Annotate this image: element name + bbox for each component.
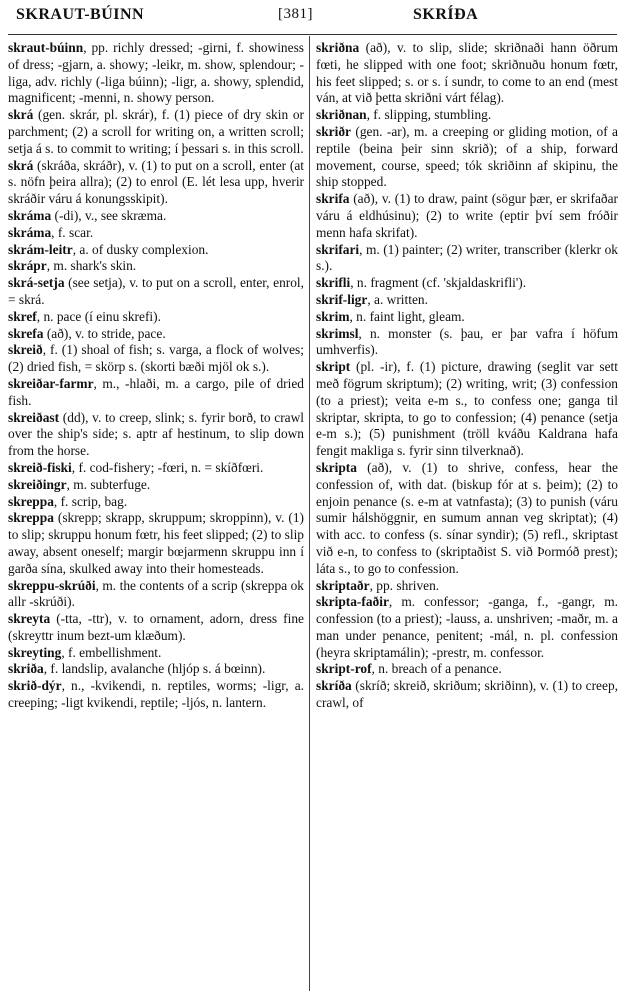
headword: skráma (8, 224, 52, 240)
headword: skrifli (316, 275, 351, 291)
dictionary-entry: skripta-faðir, m. confessor; -ganga, f., -gangr, m. confession (to a priest); -lauss, a. unshriven; -maðr, m. a man under penance, penitent; -mál, n. pl. confession (heyra skriptamálin); -prestr, m. confessor. (316, 594, 618, 660)
headword: skripta-faðir (316, 594, 389, 610)
headword: skrám-leitr (8, 241, 73, 257)
headword: skrá (8, 107, 34, 123)
header-rule (8, 34, 617, 35)
header-right-word: SKRÍÐA (413, 6, 479, 23)
dictionary-entry: skreiðingr, m. subterfuge. (8, 476, 151, 492)
dictionary-entry: skript-rof, n. breach of a penance. (316, 661, 502, 677)
page-header (8, 6, 617, 32)
headword: skrifari (316, 241, 360, 257)
dictionary-entry: skript (pl. -ir), f. (1) picture, drawing (seglit var sett með fögrum skriptum); (2) writing, writ; (3) confession (to a priest); veita e-m s., to confess one; ganga til skriptar, skripta, to go to confession; (4) penance (setja e-m s.); (5) punishment (tröll kváðu Kaldrana hafa fengit makliga s. fyrir sinn tilverknað). (316, 359, 618, 459)
headword: skreiðast (8, 409, 60, 425)
dictionary-entry: skreyta (-tta, -ttr), v. to ornament, adorn, dress fine (skreyttr inum bezt-um klæðum). (8, 611, 304, 643)
dictionary-entry: skrifa (að), v. (1) to draw, paint (sögur þær, er skrifaðar váru á eldhúsinu); (2) to write (eptir því sem fróðir menn hafa skrifat). (316, 191, 618, 240)
headword: skreiðar-farmr (8, 375, 94, 391)
dictionary-entry: skrá (gen. skrár, pl. skrár), f. (1) piece of dry skin or parchment; (2) a scroll for writing on, a written scroll; setja á s. to commit to writing; í þessari s. in this scroll. (8, 107, 304, 156)
dictionary-entry: skreppa (skrepp; skrapp, skruppum; skroppinn), v. (1) to slip; skruppu honum fœtr, his feet slipped; (2) to slip away, absent oneself; margir bœjarmenn skruppu inn í garða sína, skulked away into their homesteads. (8, 510, 304, 576)
dictionary-entry: skreppu-skrúði, m. the contents of a scrip (skreppa ok allr -skrúði). (8, 577, 304, 610)
headword: skrápr (8, 258, 47, 274)
dictionary-entry: skriðnan, f. slipping, stumbling. (316, 107, 492, 123)
dictionary-entry: skripta (að), v. (1) to shrive, confess, hear the confession of, with dat. (biskup fór at s. þeim); (2) to enjoin penance (s. e-m at vatnfasta); (3) to punish (váru sumir hálshöggnir, en sumum annan veg skriptat); (4) with acc. to confess (s. sínar syndir); (5) refl., skriptast við e-n, to confess to (skriptaðist S. við Þormóð prest); láta s., to go to confession. (316, 459, 618, 576)
headword: skríða (316, 678, 352, 694)
dictionary-entry: skreiðast (dd), v. to creep, slink; s. fyrir borð, to crawl over the ship's side; s. aptr af hestinum, to slip down from the horse. (8, 409, 304, 459)
headword: skript-rof (316, 661, 372, 677)
headword: skrifa (316, 191, 350, 207)
headword: skriðnan (316, 107, 367, 123)
dictionary-entry: skriðna (að), v. to slip, slide; skriðnaði hann öðrum fœti, he slipped with one foot; skriðnuðu honum fœtr, his feet slipped; s. or s. í sundr, to come to an end (mest ván, at við þetta skriðni várt félag). (316, 40, 618, 106)
dictionary-entry: skráma, f. scar. (8, 224, 94, 240)
right-column (315, 40, 618, 712)
dictionary-entry: skráma (-di), v., see skræma. (8, 207, 167, 223)
headword: skriptaðr (316, 577, 370, 593)
column-divider (309, 36, 310, 991)
headword: skrá-setja (8, 275, 65, 291)
dictionary-entry: skrám-leitr, a. of dusky complexion. (8, 241, 209, 257)
dictionary-entry: skrápr, m. shark's skin. (8, 258, 137, 274)
dictionary-entry: skrá (skráða, skráðr), v. (1) to put on a scroll, enter (at s. nöfn þeira allra); (2) to enrol (E. lét lesa upp, hverir skráðir váru á konungsskipit). (8, 157, 304, 207)
headword: skreppa (8, 510, 54, 526)
dictionary-entry: skraut-búinn, pp. richly dressed; -girni, f. showiness of dress; -gjarn, a. showy; -leikr, m. show, splendour; -liga, adv. richly (-liga búinn); -ligr, a. showy, splendid, magnificent; -menni, n. showy person. (8, 40, 304, 106)
page-number: [381] (278, 6, 313, 22)
dictionary-entry: skreið, f. (1) shoal of fish; s. varga, a flock of wolves; (2) dried fish, = skörp s. (skorti bæði mjöl ok s.). (8, 342, 304, 375)
dictionary-entry: skreið-fiski, f. cod-fishery; -fœri, n. = skíðfœri. (8, 459, 264, 475)
headword: skreið (8, 342, 43, 358)
dictionary-entry: skrið-dýr, n., -kvikendi, n. reptiles, worms; -ligr, a. creeping; -ligt kvikendi, reptile; -ljós, n. lantern. (8, 678, 304, 711)
headword: skriðna (316, 40, 360, 55)
dictionary-entry: skrefa (að), v. to stride, pace. (8, 325, 166, 341)
headword: skrið-dýr (8, 678, 62, 694)
dictionary-entry: skreppa, f. scrip, bag. (8, 493, 128, 509)
headword: skreyting (8, 644, 62, 660)
headword: skraut-búinn (8, 40, 84, 55)
headword: skreiðingr (8, 476, 67, 492)
dictionary-entry: skreiðar-farmr, m., -hlaði, m. a cargo, pile of dried fish. (8, 375, 304, 408)
headword: skrimsl (316, 325, 359, 341)
headword: skreyta (8, 611, 51, 627)
dictionary-entry: skriða, f. landslip, avalanche (hljóp s. á bœinn). (8, 661, 266, 677)
headword: skriðr (316, 123, 351, 139)
headword: skripta (316, 459, 357, 475)
left-column (7, 40, 304, 712)
dictionary-entry: skrif-ligr, a. written. (316, 291, 428, 307)
dictionary-entry: skrifli, n. fragment (cf. 'skjaldaskrifli'). (316, 275, 527, 291)
headword: skript (316, 359, 351, 375)
dictionary-entry: skrimsl, n. monster (s. þau, er þar vafra í höfum umhverfis). (316, 325, 618, 358)
headword: skrá (8, 157, 34, 173)
headword: skrefa (8, 325, 44, 341)
headword: skrim (316, 308, 350, 324)
dictionary-entry: skriptaðr, pp. shriven. (316, 577, 440, 593)
dictionary-entry: skrá-setja (see setja), v. to put on a scroll, enter, enrol, = skrá. (8, 275, 304, 307)
header-left-word: SKRAUT-BÚINN (16, 6, 145, 23)
dictionary-entry: skríða (skríð; skreið, skriðum; skriðinn), v. (1) to creep, crawl, of (316, 678, 618, 711)
dictionary-entry: skrim, n. faint light, gleam. (316, 308, 465, 324)
headword: skrif-ligr (316, 291, 368, 307)
headword: skreið-fiski (8, 459, 72, 475)
dictionary-entry: skriðr (gen. -ar), m. a creeping or gliding motion, of a reptile (beina þeir sinn skrið); of a ship, forward movement, course, speed; tók skriðinn af skipinu, the ship stopped. (316, 123, 618, 190)
headword: skref (8, 308, 37, 324)
dictionary-entry: skreyting, f. embellishment. (8, 644, 162, 660)
headword: skriða (8, 661, 44, 677)
headword: skráma (8, 207, 52, 223)
headword: skreppa (8, 493, 54, 509)
dictionary-entry: skref, n. pace (í einu skrefi). (8, 308, 161, 324)
headword: skreppu-skrúði (8, 577, 96, 593)
dictionary-entry: skrifari, m. (1) painter; (2) writer, transcriber (klerkr ok s.). (316, 241, 618, 274)
